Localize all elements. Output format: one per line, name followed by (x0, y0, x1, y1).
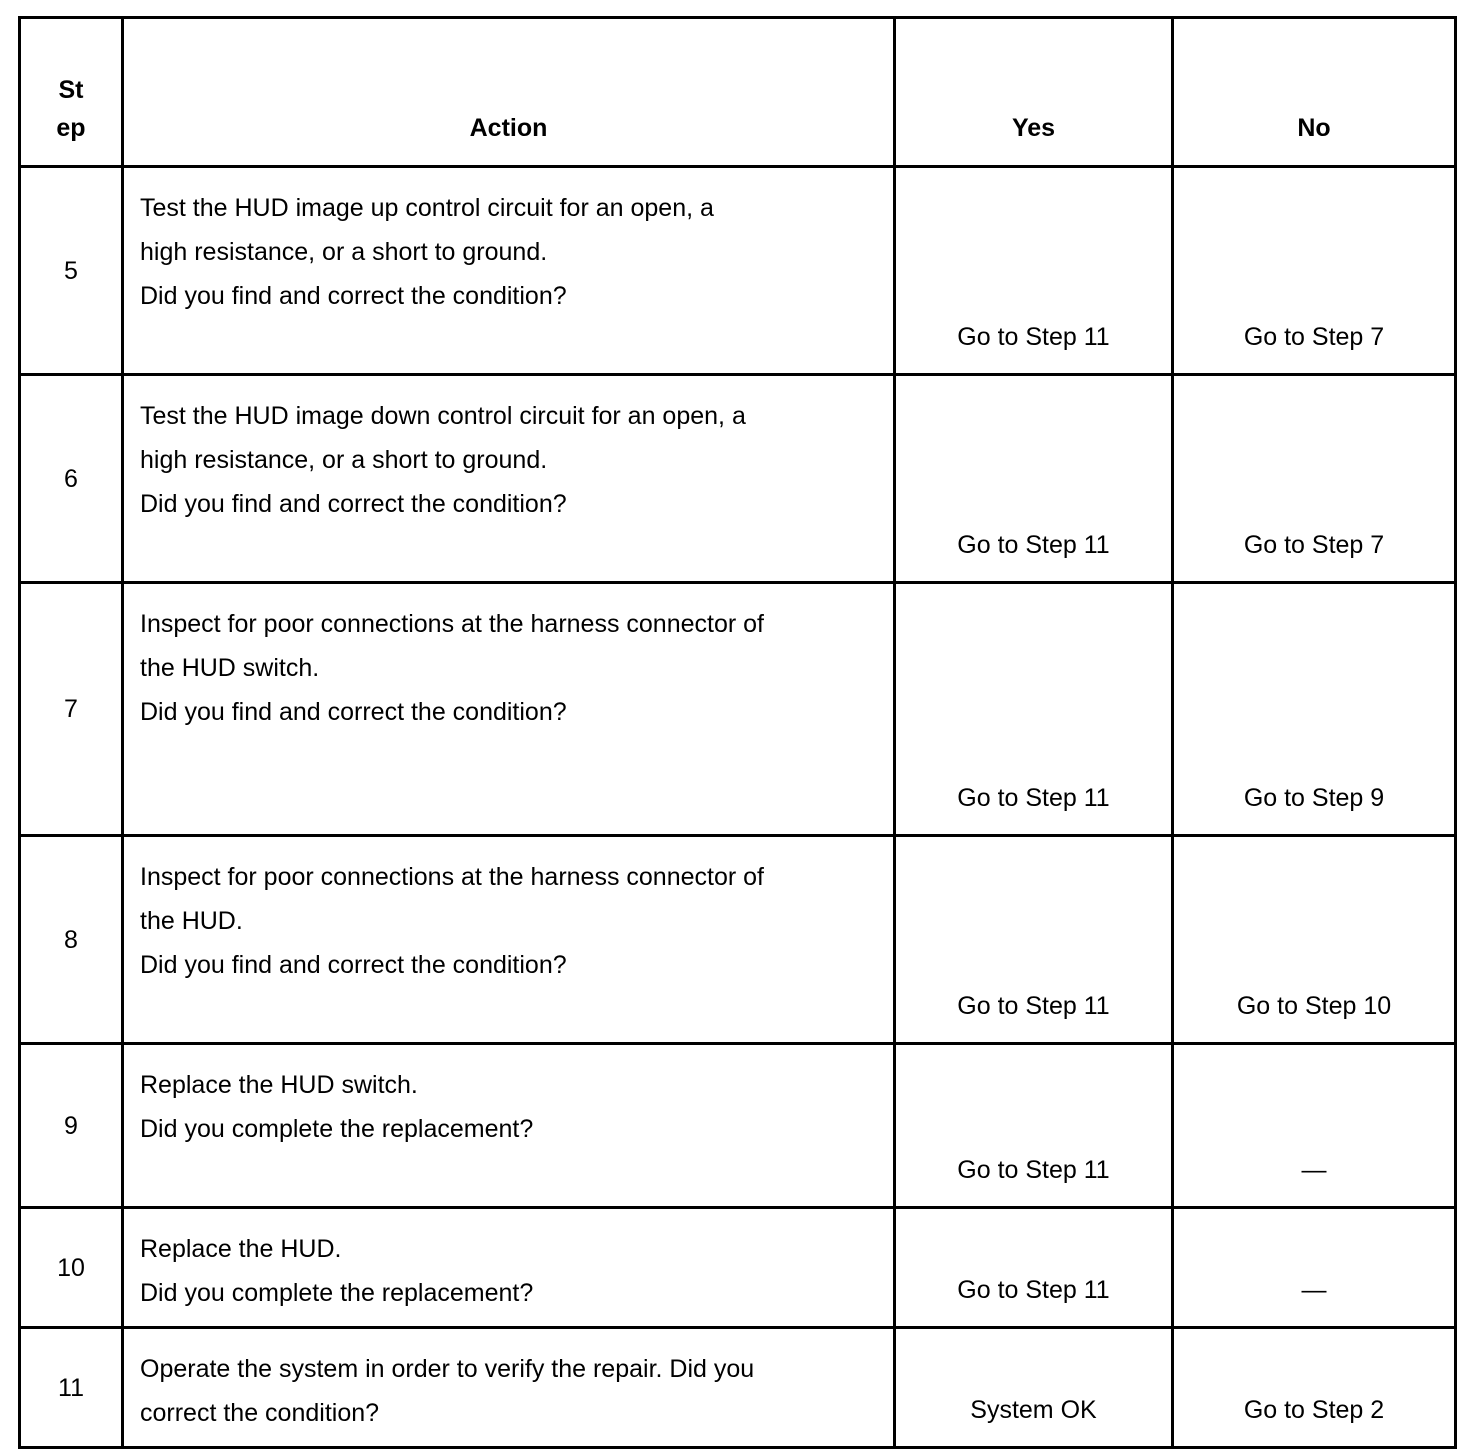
no-result: — (1173, 1044, 1456, 1208)
table-row (20, 1208, 1456, 1328)
action-line: Test the HUD image up control circuit for an open, a (140, 194, 714, 222)
step-number: 5 (20, 167, 123, 375)
action-line: Did you complete the replacement? (140, 1115, 534, 1143)
step-number: 8 (20, 836, 123, 1044)
step-number: 7 (20, 583, 123, 836)
step-number: 11 (20, 1328, 123, 1448)
yes-result: Go to Step 11 (895, 375, 1173, 583)
header-no: No (1173, 18, 1456, 167)
yes-result: System OK (895, 1328, 1173, 1448)
no-result: Go to Step 7 (1173, 167, 1456, 375)
action-line: Did you find and correct the condition? (140, 951, 567, 979)
step-number: 6 (20, 375, 123, 583)
table-row (20, 167, 1456, 375)
action-line: Did you complete the replacement? (140, 1279, 534, 1307)
step-number: 9 (20, 1044, 123, 1208)
no-result: — (1173, 1208, 1456, 1328)
table-row (20, 836, 1456, 1044)
table-row (20, 1044, 1456, 1208)
yes-result: Go to Step 11 (895, 583, 1173, 836)
table-body (20, 167, 1456, 1448)
action-line: the HUD. (140, 907, 243, 935)
action-cell (123, 375, 895, 583)
action-cell (123, 836, 895, 1044)
action-line: the HUD switch. (140, 654, 320, 682)
header-step-line1: St (58, 76, 84, 104)
action-line: Inspect for poor connections at the harness connector of (140, 863, 764, 891)
action-cell (123, 1208, 895, 1328)
action-cell (123, 583, 895, 836)
action-line: Did you find and correct the condition? (140, 490, 567, 518)
no-result: Go to Step 10 (1173, 836, 1456, 1044)
no-result: Go to Step 9 (1173, 583, 1456, 836)
action-cell (123, 1328, 895, 1448)
yes-result: Go to Step 11 (895, 836, 1173, 1044)
action-line: high resistance, or a short to ground. (140, 238, 548, 266)
header-step (20, 18, 123, 167)
header-row (20, 18, 1456, 167)
table-header (20, 18, 1456, 167)
yes-result: Go to Step 11 (895, 167, 1173, 375)
no-result: Go to Step 7 (1173, 375, 1456, 583)
table-row (20, 1328, 1456, 1448)
header-yes: Yes (895, 18, 1173, 167)
action-line: Replace the HUD switch. (140, 1071, 418, 1099)
header-action: Action (123, 18, 895, 167)
action-line: Replace the HUD. (140, 1235, 342, 1263)
action-line: high resistance, or a short to ground. (140, 446, 548, 474)
action-line: Test the HUD image down control circuit for an open, a (140, 402, 746, 430)
table-row (20, 375, 1456, 583)
table-row (20, 583, 1456, 836)
action-line: Inspect for poor connections at the harness connector of (140, 610, 764, 638)
action-line: correct the condition? (140, 1399, 380, 1427)
action-cell (123, 1044, 895, 1208)
step-number: 10 (20, 1208, 123, 1328)
diagnostic-table (18, 16, 1457, 1449)
action-cell (123, 167, 895, 375)
action-line: Operate the system in order to verify the repair. Did you (140, 1355, 755, 1383)
no-result: Go to Step 2 (1173, 1328, 1456, 1448)
action-line: Did you find and correct the condition? (140, 282, 567, 310)
yes-result: Go to Step 11 (895, 1044, 1173, 1208)
header-step-line2: ep (56, 114, 86, 142)
action-line: Did you find and correct the condition? (140, 698, 567, 726)
yes-result: Go to Step 11 (895, 1208, 1173, 1328)
